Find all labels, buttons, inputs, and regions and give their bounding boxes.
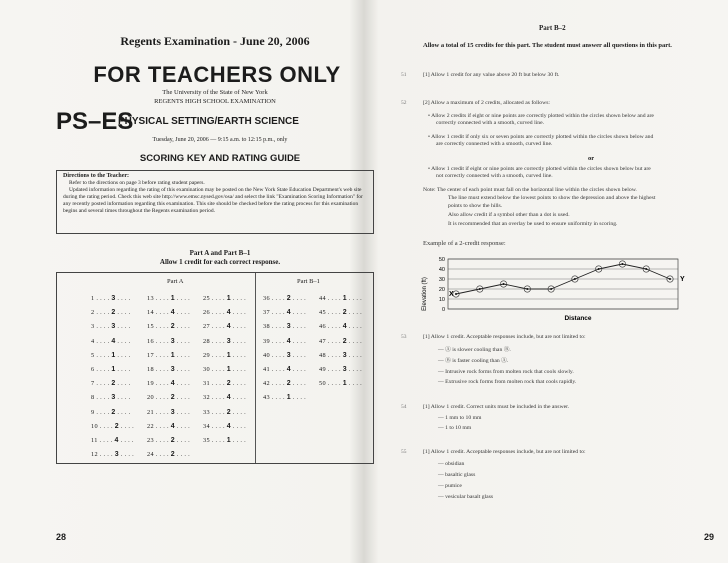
answer-number: 10 . . . . <box>91 422 115 430</box>
part-b1-label: Part B–1 <box>297 278 320 285</box>
q54-text: [1] Allow 1 credit. Correct units must be included in the answer. <box>423 404 570 410</box>
answer-dots: . . . . <box>115 394 131 402</box>
directions-line-1: Refer to the directions on page 3 before rating student papers. <box>69 180 205 186</box>
answer-value: 2 <box>170 437 175 444</box>
answer-dots: . . . . <box>118 451 134 459</box>
answer-dots: . . . . <box>174 351 190 359</box>
part-a-answer <box>147 380 190 387</box>
answer-dots: . . . . <box>230 380 246 388</box>
answer-number: 7 . . . . <box>91 380 112 388</box>
part-a-answer <box>203 394 246 401</box>
part-a-answer <box>147 352 190 359</box>
answer-number: 33 . . . . <box>203 408 227 416</box>
parts-heading-block <box>110 249 330 267</box>
answer-value: 2 <box>111 380 116 388</box>
part-b1-answer <box>263 394 306 401</box>
part-a-answer <box>147 366 190 373</box>
part-b1-answer <box>319 309 362 316</box>
part-a-answer <box>203 409 246 416</box>
answer-value: 1 <box>111 366 116 373</box>
part-a-answer <box>203 366 246 373</box>
q53-text: [1] Allow 1 credit. Acceptable responses include, but are not limited to: <box>423 334 586 340</box>
note-line-2: The line must extend below the lowest points to show the depression and above the highest <box>448 195 656 201</box>
data-point <box>669 278 671 280</box>
q55-response-4: — vesicular basalt glass <box>438 494 494 500</box>
answer-value: 3 <box>170 337 175 345</box>
answer-number: 39 . . . . <box>263 337 287 345</box>
part-b1-answer <box>263 309 306 316</box>
answer-number: 14 . . . . <box>147 309 171 317</box>
answer-dots: . . . . <box>290 394 306 402</box>
part-a-answer <box>203 352 246 359</box>
q52-text: [2] Allow a maximum of 2 credits, allocated as follows: <box>423 100 550 106</box>
answer-value: 3 <box>170 408 175 416</box>
answer-number: 21 . . . . <box>147 408 171 416</box>
scoring-guide-title: SCORING KEY AND RATING GUIDE <box>139 153 301 164</box>
answer-number: 43 . . . . <box>263 394 287 402</box>
answer-value: 4 <box>226 309 231 317</box>
answer-value: 2 <box>342 337 347 345</box>
q52-bullet-3a: • Allow 1 credit if eight or nine points are correctly plotted within the circles shown below but are <box>428 166 651 172</box>
exam-time: Tuesday, June 20, 2006 — 9:15 a.m. to 12:15 p.m., only <box>152 137 288 143</box>
answer-number: 11 . . . . <box>91 437 115 444</box>
y-tick-label: 0 <box>441 307 445 313</box>
answer-number: 8 . . . . <box>91 394 112 402</box>
part-a-answer <box>203 380 246 387</box>
part-b1-answer <box>263 380 306 387</box>
answer-number: 16 . . . . <box>147 337 171 345</box>
answer-value: 3 <box>111 295 116 302</box>
answer-dots: . . . . <box>174 309 190 317</box>
part-b1-answer <box>319 380 362 387</box>
q53-number: 53 <box>401 334 407 340</box>
answer-dots: . . . . <box>290 366 306 373</box>
data-point <box>621 263 623 265</box>
part-a-answer <box>147 437 190 444</box>
answer-number: 49 . . . . <box>319 366 343 373</box>
part-b1-answer <box>263 366 306 373</box>
answer-dots: . . . . <box>174 295 190 302</box>
answer-dots: . . . . <box>115 309 131 317</box>
directions-box <box>56 170 374 234</box>
part-a-answer <box>91 352 131 359</box>
for-teachers-only-heading: FOR TEACHERS ONLY <box>93 62 341 87</box>
answer-dots: . . . . <box>115 337 131 345</box>
answer-dots: . . . . <box>174 408 190 416</box>
answer-value: 1 <box>342 380 347 388</box>
part-a-answer <box>203 309 246 316</box>
answer-dots: . . . . <box>290 380 306 388</box>
answer-dots: . . . . <box>174 422 190 430</box>
answer-value: 4 <box>286 309 291 317</box>
answer-dots: . . . . <box>115 295 131 302</box>
page-number-left: 28 <box>56 532 67 542</box>
part-b1-answer <box>263 338 306 345</box>
part-a-answer <box>203 323 246 330</box>
part-a-answer <box>203 423 246 430</box>
part-a-answer <box>147 451 190 458</box>
answer-dots: . . . . <box>115 366 131 373</box>
answer-number: 48 . . . . <box>319 351 343 359</box>
answer-number: 20 . . . . <box>147 394 171 402</box>
answer-value: 2 <box>286 380 291 388</box>
note-line-1: Note: The center of each point must fall on the horizontal line within the circles shown below. <box>423 187 637 193</box>
answer-dots: . . . . <box>230 309 246 317</box>
answer-value: 1 <box>170 295 175 302</box>
answer-number: 9 . . . . <box>91 408 112 416</box>
answer-number: 22 . . . . <box>147 422 171 430</box>
answer-value: 1 <box>226 366 231 373</box>
q55-response-2: — basaltic glass <box>438 472 476 478</box>
answer-dots: . . . . <box>346 295 362 302</box>
q54-number: 54 <box>401 404 407 410</box>
answer-number: 38 . . . . <box>263 323 287 331</box>
answer-number: 37 . . . . <box>263 309 287 317</box>
answer-dots: . . . . <box>346 309 362 317</box>
answer-dots: . . . . <box>230 394 246 402</box>
answer-value: 3 <box>286 351 291 359</box>
answer-number: 40 . . . . <box>263 351 287 359</box>
q53-response-1: — Ⓐ is slower cooling than Ⓑ. <box>438 347 511 353</box>
directions-heading: Directions to the Teacher: <box>63 173 130 179</box>
part-b2-title: Part B–2 <box>539 24 566 32</box>
data-point <box>550 288 552 290</box>
q53-response-3: — Intrusive rock forms from molten rock that cools slowly. <box>438 369 574 375</box>
part-a-label: Part A <box>167 278 184 285</box>
y-tick-label: 50 <box>438 257 445 263</box>
page-number-right: 29 <box>704 532 715 542</box>
answer-number: 34 . . . . <box>203 422 227 430</box>
answer-number: 6 . . . . <box>91 366 112 373</box>
chart-start-label: X <box>449 291 454 298</box>
chart-xlabel: Distance <box>564 315 592 322</box>
answer-dots: . . . . <box>115 408 131 416</box>
q52-bullet-2b: are correctly connected with a smooth, curved line. <box>436 141 553 147</box>
answer-dots: . . . . <box>115 351 131 359</box>
part-a-answer <box>91 380 131 387</box>
answer-number: 23 . . . . <box>147 437 171 444</box>
answer-value: 2 <box>286 295 291 302</box>
answer-number: 36 . . . . <box>263 295 287 302</box>
parts-subheading: Allow 1 credit for each correct response. <box>159 258 281 266</box>
answer-value: 1 <box>286 394 291 402</box>
answer-value: 1 <box>111 351 116 359</box>
answer-number: 50 . . . . <box>319 380 343 388</box>
answer-number: 5 . . . . <box>91 351 112 359</box>
answer-dots: . . . . <box>346 380 362 388</box>
part-b1-answer <box>263 352 306 359</box>
answer-number: 31 . . . . <box>203 380 227 388</box>
answer-number: 26 . . . . <box>203 309 227 317</box>
q52-bullet-1b: correctly connected with a smooth, curved line. <box>436 120 545 126</box>
part-b1-answer <box>263 295 306 302</box>
exam-title: Regents Examination - June 20, 2006 <box>120 34 310 48</box>
answer-value: 3 <box>111 394 116 402</box>
answer-number: 42 . . . . <box>263 380 287 388</box>
part-a-answer <box>147 423 190 430</box>
answer-number: 4 . . . . <box>91 337 112 345</box>
or-separator: or <box>588 155 595 162</box>
elevation-profile-chart <box>418 254 688 324</box>
answer-number: 12 . . . . <box>91 451 115 459</box>
part-a-answer <box>203 437 246 444</box>
note-line-4: Also allow credit if a symbol other than a dot is used. <box>448 212 570 218</box>
allow-credits-line: Allow a total of 15 credits for this part. The student must answer all questions in this part. <box>423 42 672 49</box>
part-a-answer <box>91 394 131 401</box>
answer-number: 41 . . . . <box>263 366 287 373</box>
part-a-answer <box>203 295 246 302</box>
answer-value: 2 <box>226 380 231 388</box>
answer-number: 2 . . . . <box>91 309 112 317</box>
answer-number: 28 . . . . <box>203 337 227 345</box>
part-a-answer <box>91 423 134 430</box>
data-point <box>479 288 481 290</box>
data-point <box>455 293 457 295</box>
y-tick-label: 10 <box>438 297 445 303</box>
q51-text: [1] Allow 1 credit for any value above 20 ft but below 30 ft. <box>423 72 560 78</box>
q52-bullet-2a: • Allow 1 credit if only six or seven points are correctly plotted within the circles shown below and <box>428 134 654 140</box>
part-a-answer <box>147 338 190 345</box>
subject-title: PHYSICAL SETTING/EARTH SCIENCE <box>118 116 299 127</box>
answer-value: 4 <box>114 437 119 444</box>
part-b1-answer <box>319 352 362 359</box>
y-tick-label: 40 <box>438 267 445 273</box>
answer-value: 4 <box>226 422 231 430</box>
answer-dots: . . . . <box>230 351 246 359</box>
answer-dots: . . . . <box>174 394 190 402</box>
part-a-answer <box>91 338 131 345</box>
part-a-answer <box>147 309 190 316</box>
q52-bullet-1a: • Allow 2 credits if eight or nine points are correctly plotted within the circles shown below and are <box>428 113 654 119</box>
answer-number: 35 . . . . <box>203 437 227 444</box>
answer-value: 4 <box>170 380 175 388</box>
note-line-3: points to show the hills. <box>448 203 503 209</box>
part-a-answer <box>91 295 131 302</box>
answer-value: 4 <box>170 309 175 317</box>
q53-response-2: — Ⓑ is faster cooling than Ⓐ. <box>438 358 509 364</box>
answer-dots: . . . . <box>290 295 306 302</box>
answer-dots: . . . . <box>174 337 190 345</box>
q52-number: 52 <box>401 100 407 106</box>
answer-dots: . . . . <box>230 337 246 345</box>
answer-number: 13 . . . . <box>147 295 171 302</box>
chart-end-label: Y <box>680 276 685 283</box>
part-a-answer <box>91 309 131 316</box>
answer-value: 4 <box>226 323 231 331</box>
answer-value: 1 <box>226 351 231 359</box>
answer-dots: . . . . <box>230 408 246 416</box>
answer-dots: . . . . <box>346 351 362 359</box>
university-line <box>110 88 320 106</box>
answer-dots: . . . . <box>174 437 190 444</box>
q54-response-2: — 1 to 10 mm <box>438 425 472 431</box>
parts-heading: Part A and Part B–1 <box>189 249 251 257</box>
university-name: The University of the State of New York <box>162 89 268 96</box>
part-b1-answer <box>319 366 362 373</box>
part-b1-answer <box>319 323 362 330</box>
q53-response-4: — Extrusive rock forms from molten rock that cools rapidly. <box>438 379 577 385</box>
answer-dots: . . . . <box>290 323 306 331</box>
answer-number: 46 . . . . <box>319 323 343 331</box>
answer-value: 1 <box>170 351 175 359</box>
part-a-answer <box>147 295 190 302</box>
q55-response-3: — pumice <box>438 483 462 489</box>
answer-number: 15 . . . . <box>147 323 171 331</box>
answer-value: 3 <box>111 323 116 331</box>
answer-value: 1 <box>226 437 231 444</box>
answer-dots: . . . . <box>346 337 362 345</box>
part-b1-answer <box>263 323 306 330</box>
answer-dots: . . . . <box>174 366 190 373</box>
answer-dots: . . . . <box>118 437 134 444</box>
answer-dots: . . . . <box>346 323 362 331</box>
part-a-answer <box>91 437 134 444</box>
answer-dots: . . . . <box>230 323 246 331</box>
answer-value: 2 <box>170 451 175 459</box>
q55-response-1: — obsidian <box>438 461 465 467</box>
exam-board-name: REGENTS HIGH SCHOOL EXAMINATION <box>154 98 276 105</box>
answer-value: 3 <box>342 366 347 373</box>
answer-value: 3 <box>342 351 347 359</box>
answer-dots: . . . . <box>174 323 190 331</box>
part-b1-answer <box>319 295 362 302</box>
data-point <box>645 268 647 270</box>
answer-value: 3 <box>226 337 231 345</box>
answer-dots: . . . . <box>118 422 134 430</box>
answer-value: 3 <box>114 451 119 459</box>
answer-dots: . . . . <box>290 337 306 345</box>
answer-number: 45 . . . . <box>319 309 343 317</box>
column-divider <box>255 273 256 463</box>
answer-number: 19 . . . . <box>147 380 171 388</box>
part-a-answer <box>147 323 190 330</box>
answer-value: 2 <box>170 323 175 331</box>
answer-value: 2 <box>226 408 231 416</box>
part-b1-answer <box>319 338 362 345</box>
directions-line-2: Updated information regarding the rating of this examination may be posted on the New York State Education Department's web site during the rating period. Check this web site http://www.emsc.nysed.gov/osa/ and select the link "Examination Scoring Information" for any recently posted information regarding this examination. This site should be checked before the rating process for this examination begins and several times throughout the Regents examination period. <box>63 187 363 214</box>
right-page <box>366 0 728 563</box>
y-tick-label: 20 <box>438 287 445 293</box>
answer-key-box <box>56 272 374 464</box>
answer-dots: . . . . <box>230 437 246 444</box>
answer-number: 18 . . . . <box>147 366 171 373</box>
answer-dots: . . . . <box>230 295 246 302</box>
data-point <box>574 278 576 280</box>
data-point <box>598 268 600 270</box>
answer-value: 2 <box>111 309 116 317</box>
y-tick-label: 30 <box>438 277 445 283</box>
answer-dots: . . . . <box>290 309 306 317</box>
q55-text: [1] Allow 1 credit. Acceptable responses include, but are not limited to: <box>423 449 586 455</box>
answer-number: 29 . . . . <box>203 351 227 359</box>
answer-number: 27 . . . . <box>203 323 227 331</box>
answer-value: 3 <box>170 366 175 373</box>
answer-number: 47 . . . . <box>319 337 343 345</box>
q55-number: 55 <box>401 449 407 455</box>
data-point <box>526 288 528 290</box>
answer-value: 4 <box>111 337 116 345</box>
answer-number: 1 . . . . <box>91 295 112 302</box>
exam-code: PS–ES <box>56 108 134 135</box>
answer-dots: . . . . <box>115 323 131 331</box>
answer-value: 4 <box>286 337 291 345</box>
answer-value: 1 <box>342 295 347 302</box>
answer-value: 4 <box>226 394 231 402</box>
answer-number: 30 . . . . <box>203 366 227 373</box>
answer-dots: . . . . <box>230 422 246 430</box>
answer-number: 25 . . . . <box>203 295 227 302</box>
answer-dots: . . . . <box>115 380 131 388</box>
answer-dots: . . . . <box>174 451 190 459</box>
part-a-answer <box>147 394 190 401</box>
answer-dots: . . . . <box>290 351 306 359</box>
answer-number: 44 . . . . <box>319 295 343 302</box>
q51-number: 51 <box>401 72 407 78</box>
answer-value: 1 <box>226 295 231 302</box>
example-label: Example of a 2-credit response: <box>423 240 506 247</box>
q54-response-1: — 1 mm to 10 mm <box>438 415 482 421</box>
answer-value: 4 <box>286 366 291 373</box>
part-a-answer <box>147 409 190 416</box>
answer-dots: . . . . <box>346 366 362 373</box>
answer-number: 17 . . . . <box>147 351 171 359</box>
answer-value: 3 <box>286 323 291 331</box>
part-a-answer <box>203 338 246 345</box>
answer-value: 4 <box>342 323 347 331</box>
answer-value: 2 <box>111 408 116 416</box>
answer-value: 2 <box>114 422 119 430</box>
part-a-answer <box>91 366 131 373</box>
answer-number: 24 . . . . <box>147 451 171 459</box>
chart-ylabel: Elevation (ft) <box>422 277 428 311</box>
answer-value: 2 <box>170 394 175 402</box>
part-a-answer <box>91 409 131 416</box>
note-line-5: It is recommended that an overlay be used to ensure uniformity in scoring. <box>448 221 618 227</box>
part-a-answer <box>91 323 131 330</box>
answer-value: 4 <box>170 422 175 430</box>
q52-bullet-3b: not correctly connected with a smooth, curved line. <box>436 173 553 179</box>
data-point <box>503 283 505 285</box>
answer-dots: . . . . <box>230 366 246 373</box>
answer-dots: . . . . <box>174 380 190 388</box>
part-a-answer <box>91 451 134 458</box>
answer-number: 3 . . . . <box>91 323 112 331</box>
answer-number: 32 . . . . <box>203 394 227 402</box>
answer-value: 2 <box>342 309 347 317</box>
